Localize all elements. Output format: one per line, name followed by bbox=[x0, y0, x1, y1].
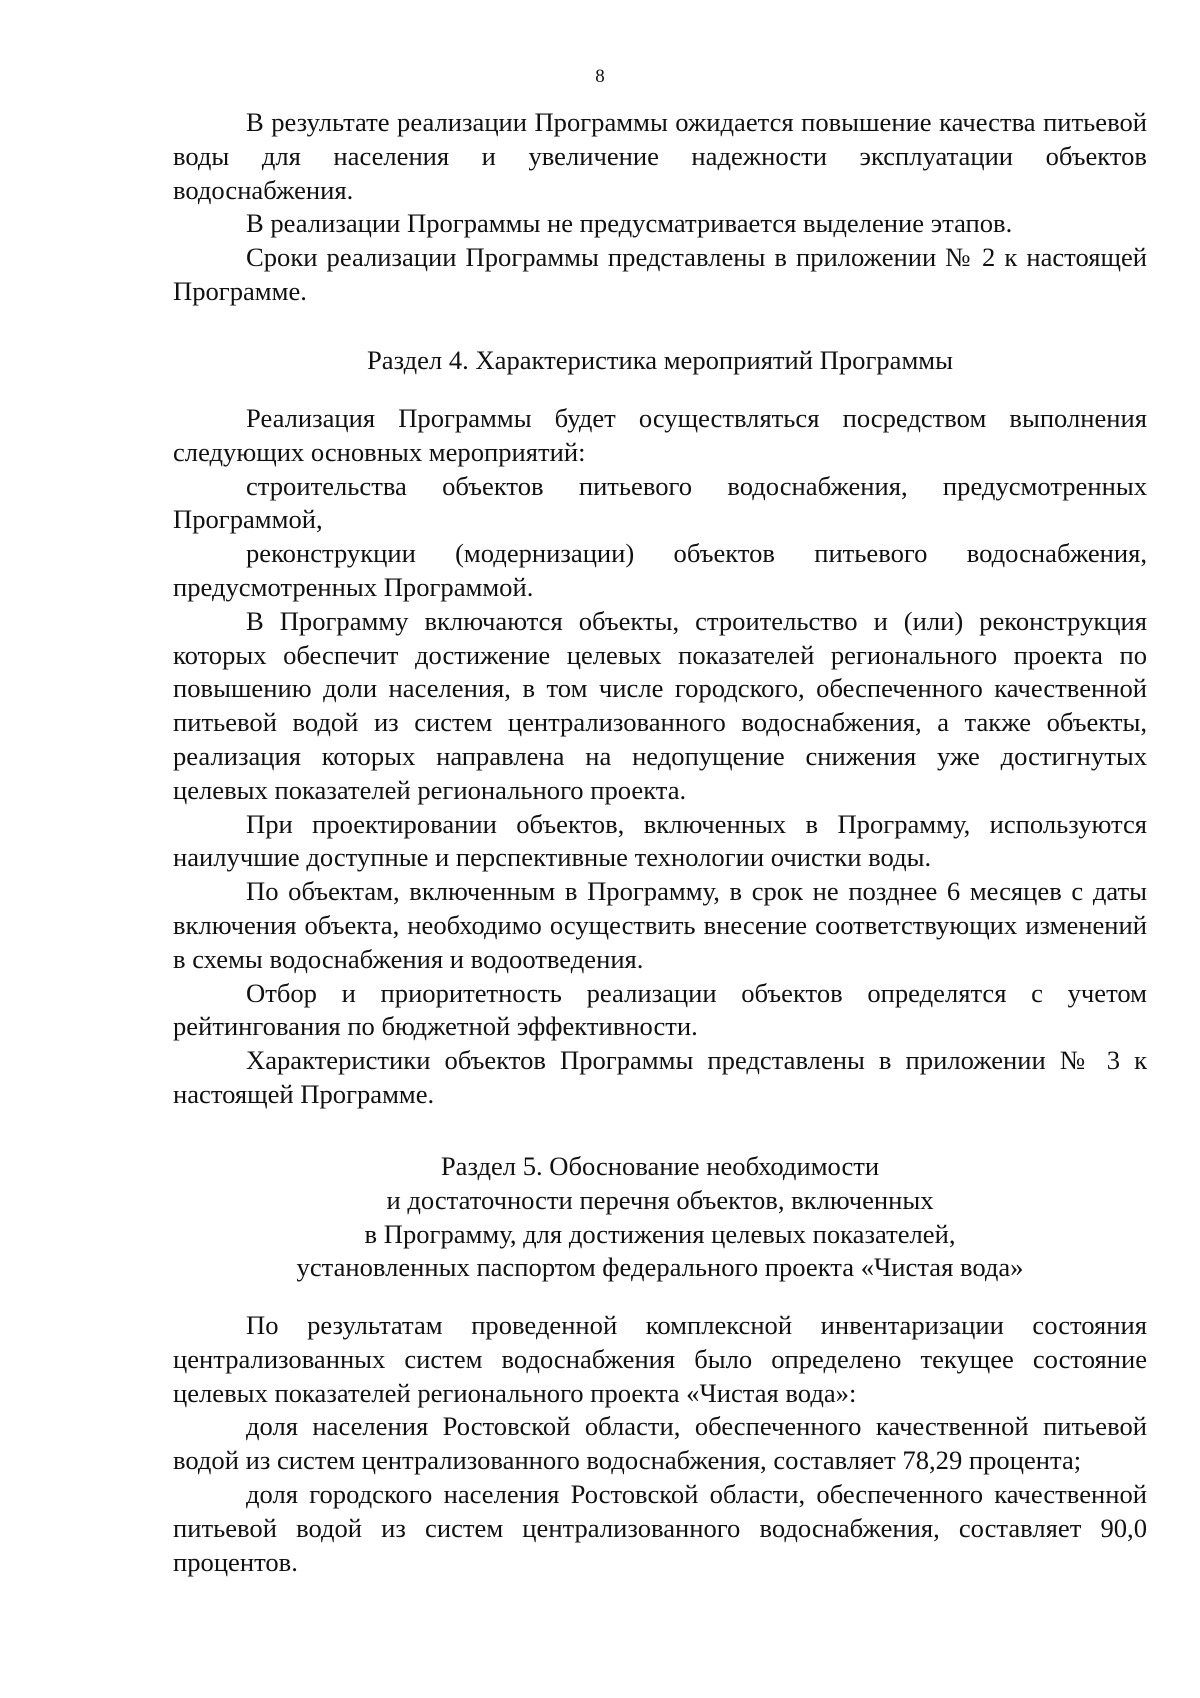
section-heading bbox=[173, 1150, 1147, 1285]
paragraph: строительства объектов питьевого водоснабжения, предусмотренных Программой, bbox=[173, 470, 1147, 535]
paragraph: Отбор и приоритетность реализации объектов определятся с учетом рейтингования по бюджетной эффективности. bbox=[173, 977, 1147, 1042]
paragraph: В результате реализации Программы ожидается повышение качества питьевой воды для населения и увеличение надежности эксплуатации объектов водоснабжения. bbox=[173, 107, 1147, 205]
section-5-heading-block bbox=[173, 1150, 1147, 1285]
paragraph: доля городского населения Ростовской области, обеспеченного качественной питьевой водой из систем централизованного водоснабжения, составляет 90,0 процентов. bbox=[173, 1478, 1147, 1577]
paragraph: доля населения Ростовской области, обеспеченного качественной питьевой водой из систем централизованного водоснабжения, составляет 78,29 процента; bbox=[173, 1411, 1147, 1476]
paragraph: По объектам, включенным в Программу, в срок не позднее 6 месяцев с даты включения объекта, необходимо осуществить внесение соответствующих изменений в схемы водоснабжения и водоотведения. bbox=[173, 876, 1147, 974]
paragraph: По результатам проведенной комплексной инвентаризации состояния централизованных систем водоснабжения было определено текущее состояние целевых показателей регионального проекта «Чистая вода»: bbox=[173, 1310, 1147, 1408]
heading-line: Раздел 5. Обоснование необходимости bbox=[440, 1151, 880, 1181]
intro-block bbox=[173, 106, 1147, 309]
paragraph: Реализация Программы будет осуществляться посредством выполнения следующих основных мероприятий: bbox=[173, 403, 1147, 467]
heading-line: и достаточности перечня объектов, включенных bbox=[386, 1184, 934, 1215]
section-4-heading-block bbox=[173, 344, 1147, 378]
paragraph: В реализации Программы не предусматривается выделение этапов. bbox=[246, 208, 1013, 239]
paragraph: В Программу включаются объекты, строительство и (или) реконструкция которых обеспечит достижение целевых показателей регионального проекта по повышению доли населения, в том числе городского, обеспеченного качественной питьевой водой из систем централизованного водоснабжения, а также объекты, реализация которых направлена на недопущение снижения уже достигнутых целевых показателей регионального проекта. bbox=[173, 605, 1147, 805]
paragraph: реконструкции (модернизации) объектов питьевого водоснабжения, предусмотренных Программой. bbox=[173, 538, 1147, 602]
paragraph: Характеристики объектов Программы представлены в приложении № 3 к настоящей Программе. bbox=[173, 1045, 1147, 1109]
heading-line: установленных паспортом федерального проекта «Чистая вода» bbox=[296, 1252, 1024, 1283]
page-number: 8 bbox=[595, 66, 605, 87]
section-4-body bbox=[173, 402, 1147, 1112]
section-heading: Раздел 4. Характеристика мероприятий Программы bbox=[366, 345, 953, 375]
paragraph: При проектировании объектов, включенных в Программу, используются наилучшие доступные и перспективные технологии очистки воды. bbox=[173, 808, 1147, 873]
heading-line: в Программу, для достижения целевых показателей, bbox=[364, 1218, 956, 1249]
section-5-body bbox=[173, 1309, 1147, 1579]
paragraph: Сроки реализации Программы представлены в приложении № 2 к настоящей Программе. bbox=[173, 242, 1147, 306]
